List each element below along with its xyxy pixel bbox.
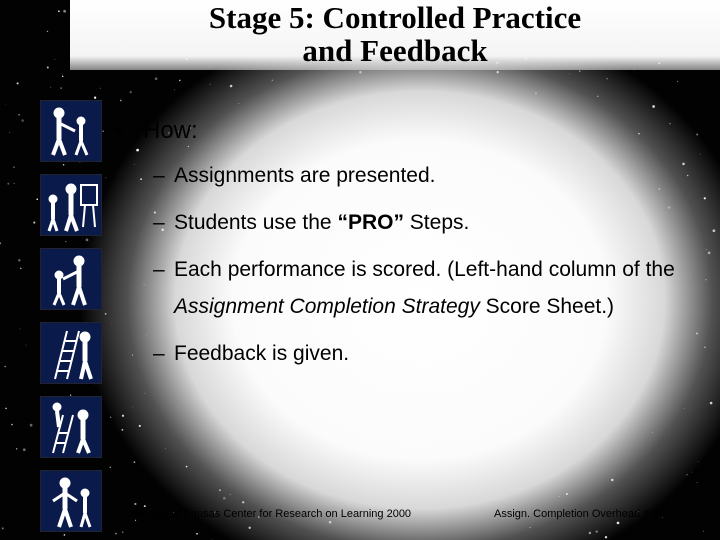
sub-item-dash: – (153, 258, 165, 281)
sub-item (115, 335, 694, 372)
star (30, 424, 33, 427)
sub-item-text: Each performance is scored. (Left-hand column of the (174, 258, 675, 281)
star (17, 82, 19, 84)
sub-item (115, 157, 694, 194)
star (139, 425, 141, 427)
parent-child-icon (40, 248, 102, 310)
star (177, 407, 178, 408)
sub-item-text: Feedback is given. (174, 342, 350, 365)
star (606, 78, 608, 80)
star (33, 222, 35, 224)
star (5, 366, 6, 367)
star (58, 10, 60, 12)
sub-item (115, 204, 694, 241)
sub-item-text: Steps. (403, 211, 470, 234)
sub-item-text: Students use the (174, 211, 338, 234)
star (20, 328, 21, 329)
star (697, 482, 698, 483)
star (134, 461, 136, 463)
star (196, 533, 198, 535)
star (165, 448, 166, 449)
star (212, 539, 213, 540)
star (706, 249, 707, 250)
star (100, 88, 101, 89)
star (238, 103, 239, 104)
figure-strip (40, 100, 102, 540)
star (26, 345, 27, 346)
star (9, 132, 10, 133)
star (21, 119, 24, 122)
star (530, 527, 531, 528)
star (94, 97, 96, 99)
ladder-climb-icon (40, 322, 102, 384)
star (605, 536, 607, 538)
star (105, 177, 106, 178)
star (120, 100, 122, 102)
star (47, 31, 48, 32)
sub-item-text: Score Sheet.) (479, 295, 615, 318)
star (596, 530, 598, 532)
star (230, 494, 231, 495)
star (272, 80, 273, 81)
sub-item (115, 251, 694, 325)
title-line-1: Stage 5: Controlled Practice (208, 0, 582, 35)
star (579, 71, 580, 72)
sub-item-list (115, 157, 705, 372)
star (130, 91, 132, 93)
star (705, 279, 706, 280)
star (677, 81, 678, 82)
star (708, 252, 711, 255)
star (110, 417, 111, 418)
star (611, 479, 613, 481)
star (18, 114, 19, 115)
star (691, 472, 692, 473)
sub-item-dash: – (153, 164, 165, 187)
star (155, 77, 158, 80)
star (122, 531, 124, 533)
star (133, 407, 134, 408)
star (62, 76, 63, 77)
star (617, 522, 620, 525)
title-line-2: and Feedback (302, 33, 488, 68)
sub-item-text: Assignment Completion Strategy (174, 295, 480, 318)
star (710, 402, 713, 405)
star (559, 496, 560, 497)
star (210, 84, 211, 85)
star (105, 313, 107, 315)
sub-item-text: Assignments are presented. (174, 164, 436, 187)
star (698, 461, 699, 462)
star (134, 503, 136, 505)
star (329, 521, 332, 524)
main-bullet (115, 115, 705, 147)
teacher-board-icon (40, 174, 102, 236)
star (535, 92, 537, 94)
star (60, 87, 62, 89)
star (703, 531, 704, 532)
star (23, 448, 26, 451)
star (652, 432, 653, 433)
ladder-help-icon (40, 396, 102, 458)
star (219, 489, 221, 491)
star (186, 466, 188, 468)
star (14, 183, 15, 184)
footer-slide-number: Assign. Completion Overhead # 86 (494, 508, 665, 520)
star (145, 393, 146, 394)
bullet-label: How: (143, 117, 198, 144)
star (111, 323, 112, 324)
star (179, 80, 181, 82)
star (230, 85, 233, 88)
star (47, 67, 49, 69)
star (597, 96, 598, 97)
star (569, 73, 570, 74)
bullet-mark: • (115, 117, 124, 144)
star (121, 429, 123, 431)
star (18, 259, 20, 261)
star (174, 89, 175, 90)
sub-item-dash: – (153, 342, 165, 365)
graduate-figures-icon (40, 470, 102, 532)
sub-item-dash: – (153, 211, 165, 234)
slide-content (115, 115, 705, 372)
star (5, 104, 6, 105)
star (144, 505, 146, 507)
star (686, 474, 688, 476)
star (36, 198, 38, 200)
star (652, 105, 655, 108)
star (359, 71, 362, 74)
star (249, 527, 251, 529)
star (122, 415, 124, 417)
star (16, 448, 17, 449)
star (589, 532, 591, 534)
sub-item-text: “PRO” (337, 211, 404, 234)
slide-title (70, 1, 720, 67)
star (496, 71, 498, 73)
star (566, 493, 568, 495)
star (0, 242, 1, 244)
family-figures-icon (40, 100, 102, 162)
star (102, 130, 104, 132)
star (13, 166, 15, 168)
star (11, 424, 13, 426)
star (684, 408, 685, 409)
star (54, 59, 55, 60)
star (7, 183, 9, 185)
star (5, 408, 7, 410)
star (115, 533, 117, 535)
star (713, 229, 716, 232)
star (223, 497, 226, 500)
footer-credit: University of Kansas Center for Research on Learning 2000 (120, 508, 412, 520)
star (2, 527, 4, 529)
star (110, 467, 112, 469)
star (242, 501, 244, 503)
star (20, 268, 22, 270)
star (50, 87, 51, 88)
star (63, 10, 66, 13)
